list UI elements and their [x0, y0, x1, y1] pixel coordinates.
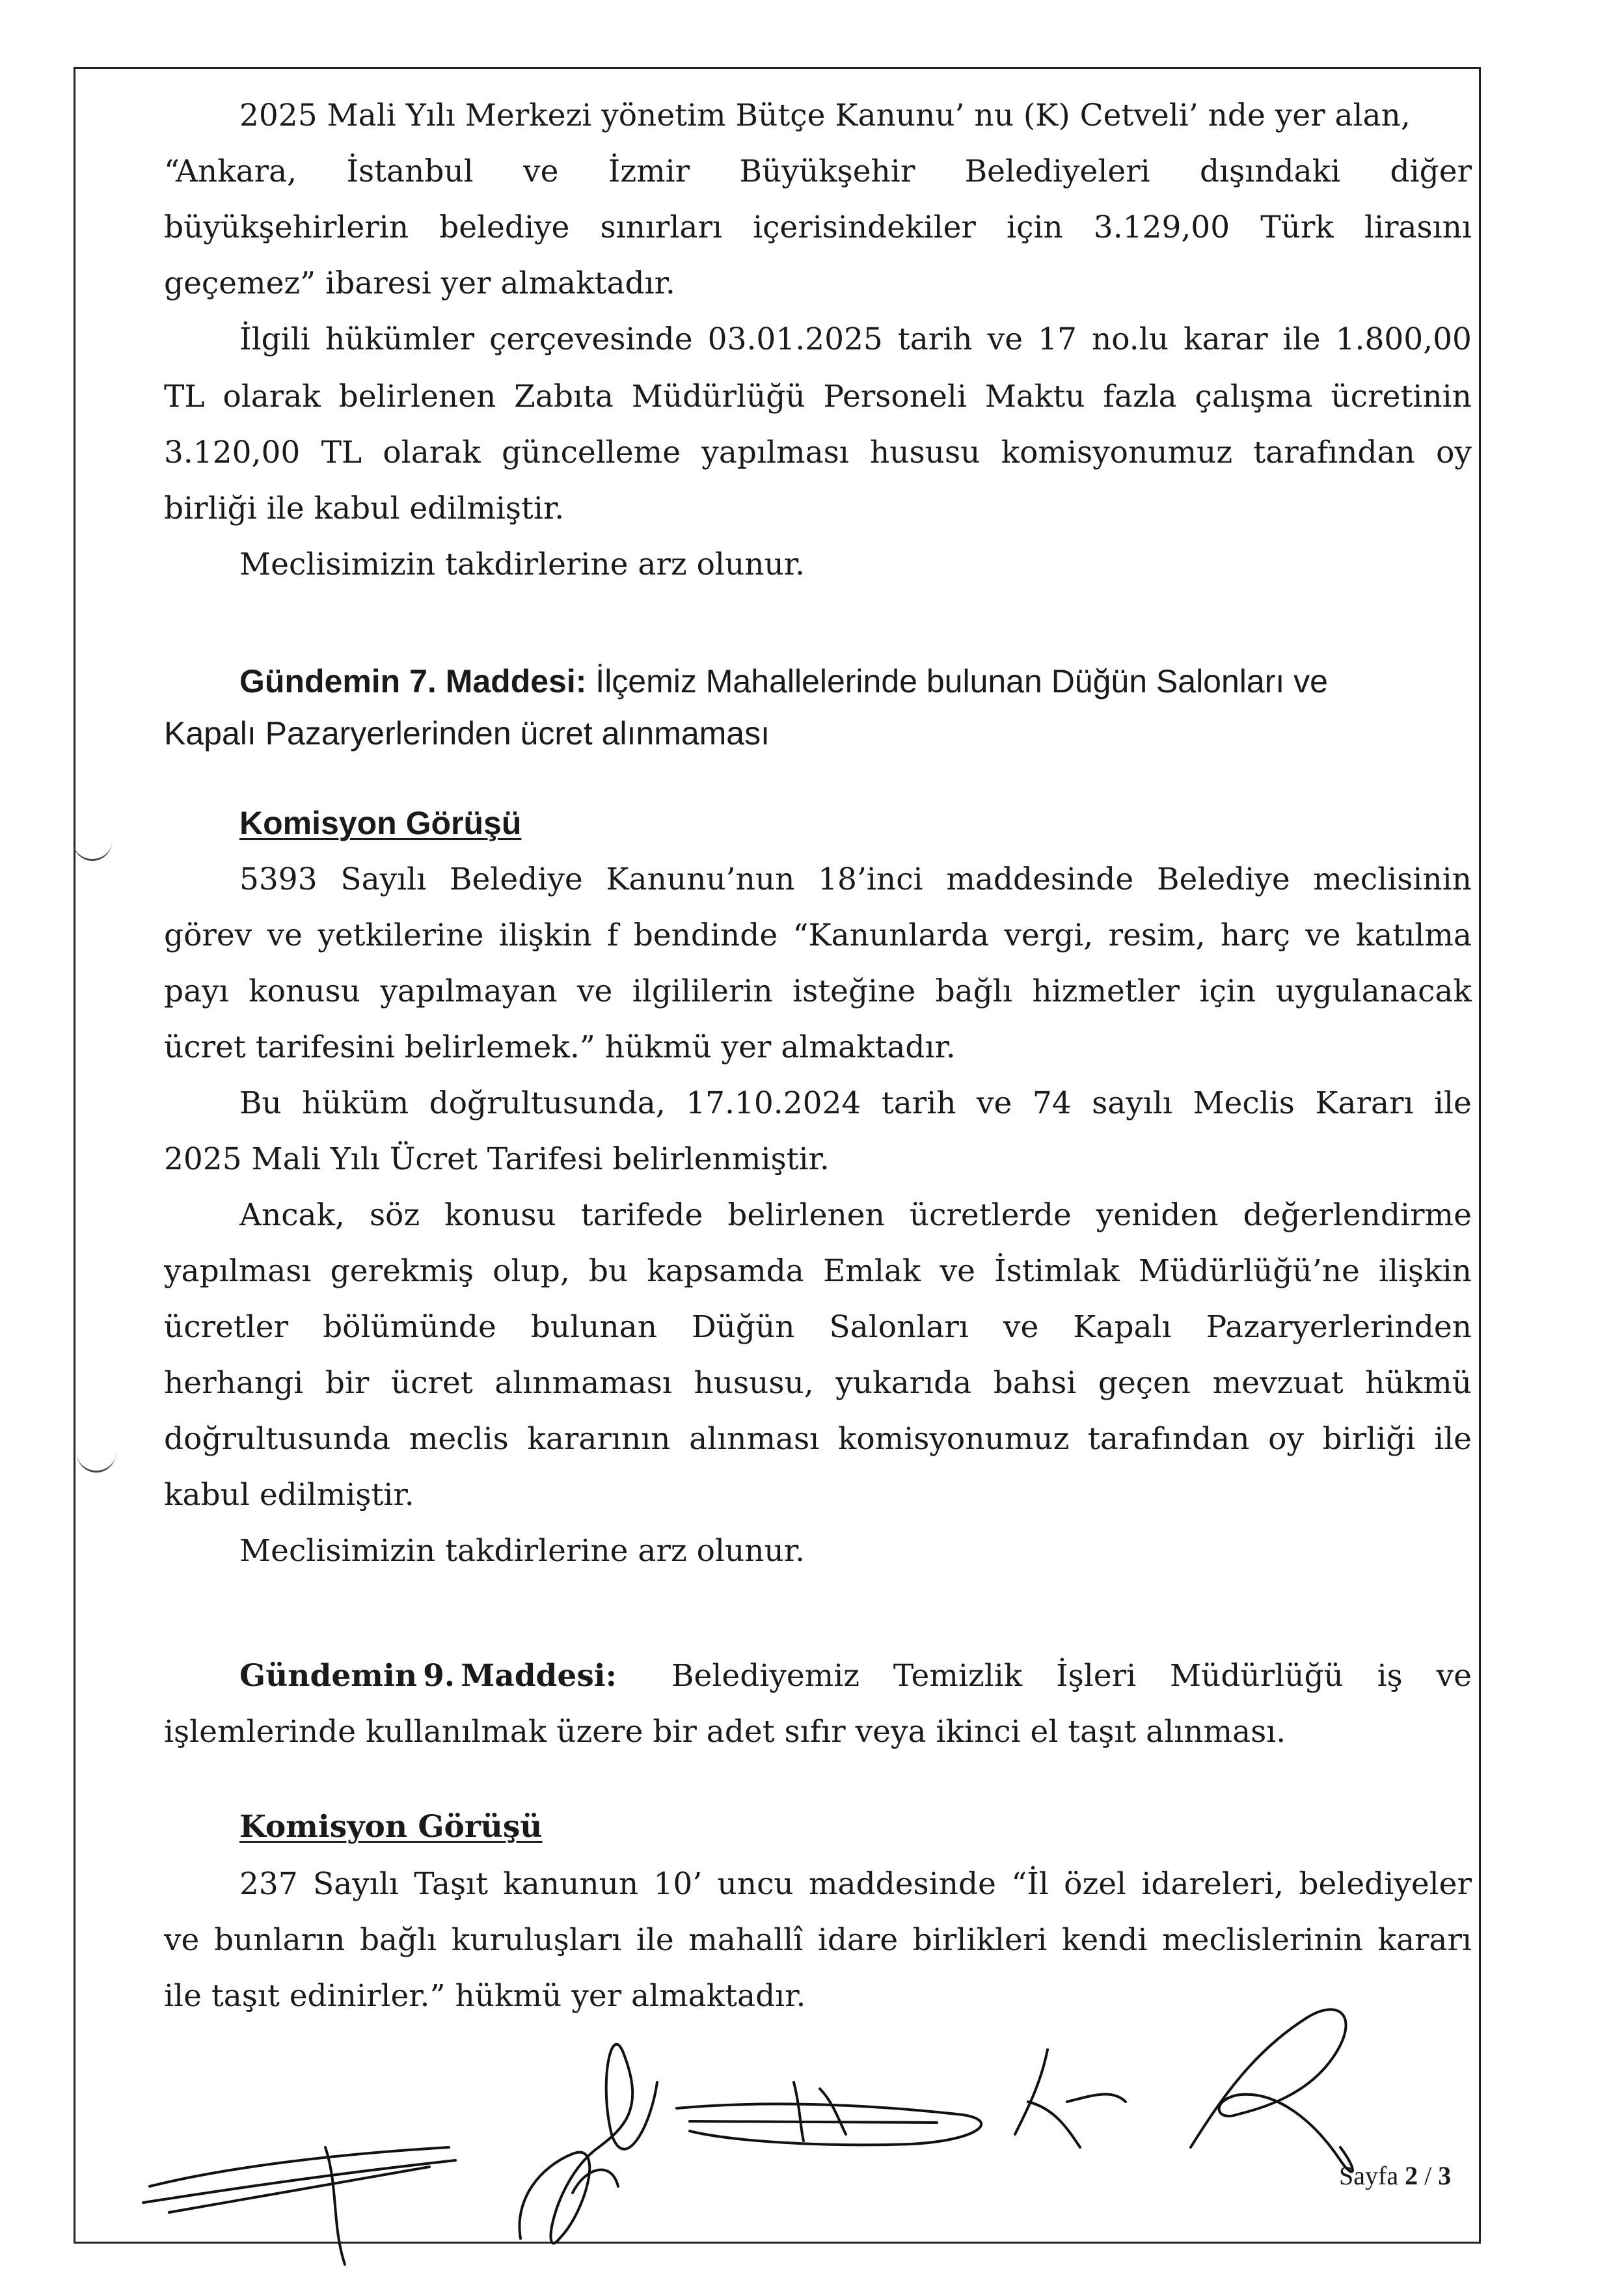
word: TL [321, 435, 362, 470]
word: fazla [1103, 379, 1177, 414]
agenda-item-label [239, 1658, 617, 1694]
word: idare [817, 1922, 899, 1958]
word: belediyeler [1299, 1866, 1472, 1902]
word: ve [987, 321, 1023, 357]
word: tarifede [580, 1197, 703, 1233]
word: Belediyeleri [964, 154, 1150, 189]
commission-heading: Komisyon Görüşü [239, 1809, 543, 1845]
word: bölümünde [323, 1309, 496, 1345]
word: 10’ [653, 1866, 703, 1902]
word: kararının [527, 1421, 671, 1457]
word: belirlenen [338, 379, 496, 414]
word: doğrultusunda, [429, 1085, 666, 1121]
word: 3.120,00 [164, 435, 301, 470]
word: Müdürlüğü [631, 379, 805, 414]
word: mevzuat [1212, 1365, 1344, 1401]
page-label: Sayfa [1339, 2161, 1399, 2190]
word: Kapalı [1073, 1309, 1172, 1345]
word: çerçevesinde [489, 321, 693, 357]
word: olarak [223, 379, 321, 414]
word: kendi [1061, 1922, 1148, 1958]
word: Türk [1260, 210, 1334, 245]
word: bulunan [530, 1309, 657, 1345]
word: 03.01.2025 [707, 321, 883, 357]
word: İşleri [1056, 1658, 1137, 1694]
text-line-justified [164, 212, 1472, 243]
word: Ancak, [239, 1197, 345, 1233]
word: tarafından [1253, 435, 1415, 470]
word: 17 [1038, 321, 1077, 357]
word: tarih [881, 1085, 956, 1121]
word: hüküm [302, 1085, 409, 1121]
word: lirasını [1364, 210, 1472, 245]
word: büyükşehirlerin [164, 210, 409, 245]
text-line-justified [239, 1197, 1472, 1233]
word: payı [164, 973, 229, 1009]
word: 74 [1032, 1085, 1072, 1121]
word: f [606, 917, 619, 953]
text-line-justified [164, 1253, 1472, 1289]
word: hizmetler [1032, 973, 1180, 1009]
word: komisyonumuz [837, 1421, 1070, 1457]
word: Personeli [823, 379, 967, 414]
text-line-justified [164, 1421, 1472, 1457]
word: diğer [1390, 154, 1472, 189]
page-number [1339, 2160, 1451, 2191]
word: Müdürlüğü [1169, 1658, 1344, 1694]
word: kapsamda [647, 1253, 804, 1289]
word: ve [977, 1085, 1012, 1121]
text-line-justified [164, 437, 1472, 468]
word: 237 [239, 1866, 298, 1902]
word: hususu, [694, 1365, 814, 1401]
word: bunların [213, 1922, 345, 1958]
word: yapılması [701, 435, 849, 470]
word: no.lu [1092, 321, 1169, 357]
word: Sayılı [313, 1866, 399, 1902]
word: ile [636, 1922, 674, 1958]
word: Maktu [984, 379, 1085, 414]
word: ve [1003, 1309, 1039, 1345]
text-line: ile taşıt edinirler.” hükmü yer almaktadır. [164, 1978, 806, 2014]
word: yukarıda [835, 1365, 972, 1401]
agenda-item-label: Gündemin 7. Maddesi: [239, 663, 587, 700]
word: alınmaması [494, 1365, 672, 1401]
word: hükümler [325, 321, 475, 357]
word: yeniden [1096, 1197, 1219, 1233]
word: olup, [493, 1253, 570, 1289]
word: 3.129,00 [1093, 210, 1230, 245]
word: İstanbul [346, 154, 474, 189]
word: ile [1434, 1421, 1472, 1457]
text-line-justified [164, 973, 1472, 1009]
word: bir [325, 1365, 370, 1401]
word: 9. [423, 1658, 455, 1694]
text-line: 2025 Mali Yılı Ücret Tarifesi belirlenmiştir. [164, 1141, 830, 1177]
text-line: kabul edilmiştir. [164, 1477, 414, 1513]
word: yapılması [164, 1253, 312, 1289]
word: dışındaki [1200, 154, 1341, 189]
word: tarih [897, 321, 973, 357]
word: Salonları [829, 1309, 969, 1345]
page-separator: / [1418, 2161, 1439, 2190]
word: ücretler [164, 1309, 289, 1345]
word: Kararı [1315, 1085, 1414, 1121]
word: meclis [409, 1421, 509, 1457]
text-line-justified [239, 1866, 1472, 1902]
word: resim, [1108, 917, 1206, 953]
word: hükmü [1365, 1365, 1472, 1401]
word: Belediyemiz [671, 1658, 860, 1694]
word: özel [1064, 1866, 1127, 1902]
word: bendinde [633, 917, 778, 953]
word: için [1007, 210, 1063, 245]
word: Taşıt [414, 1866, 488, 1902]
page-current: 2 [1405, 2161, 1418, 2190]
word: kararı [1377, 1922, 1472, 1958]
word: kanunun [503, 1866, 639, 1902]
agenda-item-heading [239, 1658, 1472, 1694]
agenda-item-title [671, 1658, 1472, 1694]
text-line-justified [164, 917, 1472, 953]
word: komisyonumuz [1001, 435, 1233, 470]
word: Emlak [822, 1253, 921, 1289]
word: Zabıta [514, 379, 614, 414]
word: Gündemin [239, 1658, 418, 1694]
word: bağlı [359, 1922, 437, 1958]
text-line-justified [164, 1309, 1472, 1345]
commission-heading: Komisyon Görüşü [239, 805, 522, 841]
word: ücretinin [1331, 379, 1472, 414]
word: Belediye [450, 862, 583, 897]
word: vergi, [1004, 917, 1094, 953]
word: birlikleri [912, 1922, 1048, 1958]
word: güncelleme [501, 435, 681, 470]
word: hususu [870, 435, 981, 470]
word: “Ankara, [164, 154, 297, 189]
word: 17.10.2024 [686, 1085, 861, 1121]
word: 18’inci [818, 862, 923, 897]
word: Pazaryerlerinden [1206, 1309, 1472, 1345]
word: meclislerinin [1162, 1922, 1363, 1958]
word: kuruluşları [451, 1922, 622, 1958]
word: bu [588, 1253, 629, 1289]
text-line-justified [239, 1085, 1472, 1121]
word: isteğine [792, 973, 916, 1009]
word: mahallî [688, 1922, 804, 1958]
word: ve [940, 1253, 975, 1289]
word: geçen [1098, 1365, 1191, 1401]
word: belediye [439, 210, 570, 245]
word: çalışma [1195, 379, 1313, 414]
text-line-justified [164, 1922, 1472, 1958]
text-line-justified [164, 1365, 1472, 1401]
text-line-justified [164, 381, 1472, 412]
word: Sayılı [340, 862, 427, 897]
agenda-item-title-cont: işlemlerinde kullanılmak üzere bir adet sıfır veya ikinci el taşıt alınması. [164, 1714, 1286, 1750]
word: olarak [383, 435, 481, 470]
text-line: birliği ile kabul edilmiştir. [164, 491, 565, 526]
word: İstimlak [994, 1253, 1120, 1289]
word: Büyükşehir [739, 154, 915, 189]
word: Kanunu’nun [606, 862, 795, 897]
word: ve [164, 1922, 200, 1958]
word: sınırları [600, 210, 722, 245]
word: İlgili [239, 321, 310, 357]
word: için [1199, 973, 1256, 1009]
word: ve [1305, 917, 1341, 953]
word: meclisinin [1313, 862, 1472, 897]
word: görev [164, 917, 252, 953]
word: Meclis [1193, 1085, 1295, 1121]
word: ücret [390, 1365, 473, 1401]
agenda-item-title: İlçemiz Mahallelerinde bulunan Düğün Salonları ve [586, 663, 1328, 700]
word: 1.800,00 [1335, 321, 1472, 357]
word: ve [267, 917, 303, 953]
word: belirlenen [727, 1197, 885, 1233]
word: alınması [689, 1421, 820, 1457]
word: “İl [1011, 1866, 1049, 1902]
word: ile [1433, 1085, 1472, 1121]
word: İzmir [608, 154, 690, 189]
word: TL [164, 379, 205, 414]
word: bağlı [935, 973, 1012, 1009]
word: ücretlerde [909, 1197, 1072, 1233]
word: ve [1436, 1658, 1472, 1694]
word: değerlendirme [1243, 1197, 1472, 1233]
closing-line: Meclisimizin takdirlerine arz olunur. [239, 1533, 805, 1569]
text-line: 2025 Mali Yılı Merkezi yönetim Bütçe Kanunu’ nu (K) Cetveli’ nde yer alan, [239, 98, 1411, 133]
word: söz [369, 1197, 420, 1233]
word: idareleri, [1141, 1866, 1284, 1902]
text-line: geçemez” ibaresi yer almaktadır. [164, 265, 675, 301]
word: 5393 [239, 862, 318, 897]
word: konusu [249, 973, 360, 1009]
word: herhangi [164, 1365, 304, 1401]
word: maddesinde [946, 862, 1134, 897]
word: Bu [239, 1085, 282, 1121]
word: oy [1268, 1421, 1304, 1457]
word: iş [1377, 1658, 1403, 1694]
word: yapılmayan [380, 973, 558, 1009]
word: ilgililerin [632, 973, 773, 1009]
word: Müdürlüğü’ne [1138, 1253, 1360, 1289]
word: gerekmiş [330, 1253, 474, 1289]
word: “Kanunlarda [792, 917, 990, 953]
word: katılma [1355, 917, 1472, 953]
text-line-justified [239, 864, 1472, 895]
word: sayılı [1092, 1085, 1172, 1121]
word: birliği [1322, 1421, 1416, 1457]
word: doğrultusunda [164, 1421, 391, 1457]
word: Düğün [691, 1309, 795, 1345]
agenda-item-heading [239, 665, 1328, 698]
text-line: ücret tarifesini belirlemek.” hükmü yer almaktadır. [164, 1029, 956, 1065]
word: tarafından [1088, 1421, 1250, 1457]
word: ile [1282, 321, 1321, 357]
word: Belediye [1156, 862, 1290, 897]
word: karar [1184, 321, 1268, 357]
word: uncu [717, 1866, 794, 1902]
word: maddesinde [808, 1866, 996, 1902]
text-line-justified [164, 156, 1472, 187]
word: ilişkin [498, 917, 592, 953]
word: oy [1436, 435, 1472, 470]
text-line-justified [239, 321, 1472, 357]
closing-line: Meclisimizin takdirlerine arz olunur. [239, 547, 805, 582]
page-total: 3 [1438, 2161, 1452, 2190]
agenda-item-title-cont: Kapalı Pazaryerlerinden ücret alınmaması [164, 715, 770, 752]
word: ve [576, 973, 613, 1009]
word: Maddesi: [461, 1658, 617, 1694]
word: bahsi [993, 1365, 1077, 1401]
word: uygulanacak [1275, 973, 1472, 1009]
word: içerisindekiler [753, 210, 976, 245]
word: yetkilerine [318, 917, 484, 953]
word: harç [1220, 917, 1290, 953]
word: ve [523, 154, 559, 189]
word: konusu [444, 1197, 556, 1233]
word: ilişkin [1378, 1253, 1472, 1289]
word: Temizlik [893, 1658, 1023, 1694]
